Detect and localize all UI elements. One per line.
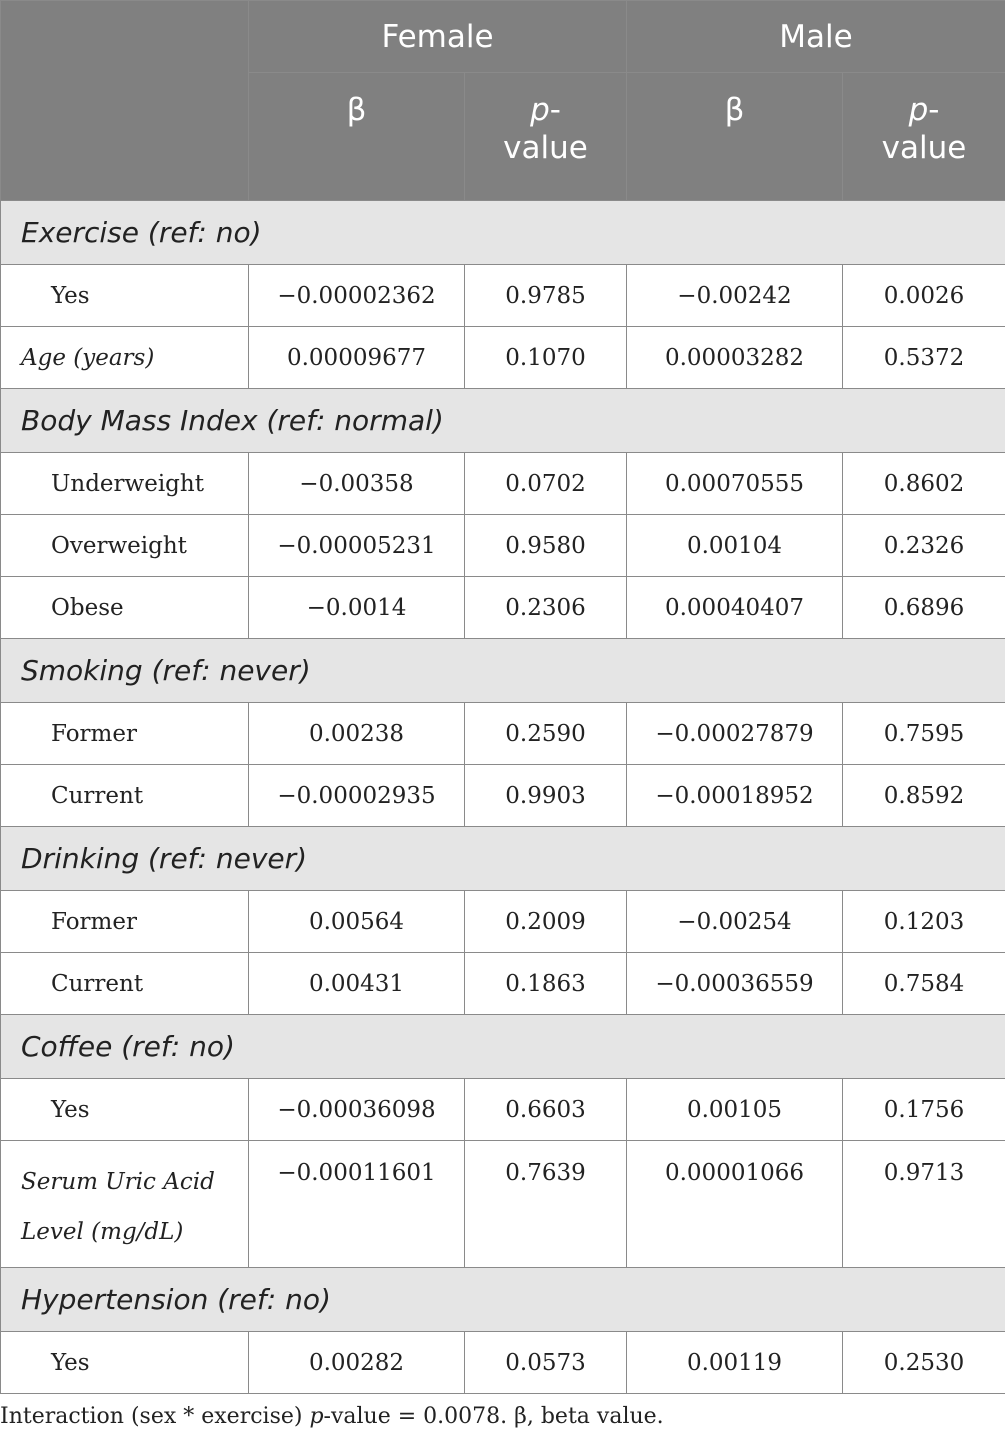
- female-p: 0.9580: [465, 515, 627, 577]
- male-beta: 0.00105: [627, 1079, 843, 1141]
- footnote-part2: -value = 0.0078. β, beta value.: [323, 1404, 664, 1429]
- table-row: [1, 703, 1005, 765]
- table-row: [1, 265, 1005, 327]
- header-female: Female: [249, 1, 627, 73]
- category-label: Drinking (ref: never): [21, 842, 308, 875]
- category-row-smoking: [1, 639, 1005, 703]
- row-label: Yes: [1, 1332, 249, 1394]
- footnote-part1: Interaction (sex * exercise): [0, 1404, 310, 1429]
- female-p: 0.9903: [465, 765, 627, 827]
- female-beta: 0.00431: [249, 953, 465, 1015]
- male-p: 0.8592: [843, 765, 1005, 827]
- p-italic: p: [908, 92, 929, 128]
- row-label: Serum Uric Acid Level (mg/dL): [1, 1141, 249, 1268]
- male-p: 0.8602: [843, 453, 1005, 515]
- category-row-hypertension: [1, 1268, 1005, 1332]
- header-male-beta: β: [627, 73, 843, 201]
- male-beta: −0.00242: [627, 265, 843, 327]
- row-label: Former: [1, 703, 249, 765]
- row-label: Former: [1, 891, 249, 953]
- p-value-word: value: [881, 130, 967, 166]
- male-beta: −0.00254: [627, 891, 843, 953]
- p-value-word: value: [503, 130, 588, 166]
- male-p: 0.1756: [843, 1079, 1005, 1141]
- category-row-coffee: [1, 1015, 1005, 1079]
- category-row-exercise: [1, 201, 1005, 265]
- table-row: [1, 765, 1005, 827]
- female-beta: −0.0014: [249, 577, 465, 639]
- male-beta: 0.00003282: [627, 327, 843, 389]
- row-label: Underweight: [1, 453, 249, 515]
- male-beta: −0.00027879: [627, 703, 843, 765]
- female-p: 0.0702: [465, 453, 627, 515]
- p-dash: -: [549, 92, 561, 128]
- female-beta: −0.00036098: [249, 1079, 465, 1141]
- female-beta: −0.00002935: [249, 765, 465, 827]
- header-blank: [1, 1, 249, 201]
- male-beta: 0.00040407: [627, 577, 843, 639]
- male-p: 0.7595: [843, 703, 1005, 765]
- male-p: 0.7584: [843, 953, 1005, 1015]
- male-beta: 0.00001066: [627, 1141, 843, 1268]
- table-row: [1, 1079, 1005, 1141]
- table-row: [1, 1332, 1005, 1394]
- female-p: 0.1070: [465, 327, 627, 389]
- female-p: 0.6603: [465, 1079, 627, 1141]
- female-beta: 0.00564: [249, 891, 465, 953]
- row-label: Current: [1, 765, 249, 827]
- row-label: Obese: [1, 577, 249, 639]
- female-p: 0.0573: [465, 1332, 627, 1394]
- header-male: Male: [627, 1, 1005, 73]
- female-p: 0.2306: [465, 577, 627, 639]
- female-beta: −0.00002362: [249, 265, 465, 327]
- table-row: [1, 953, 1005, 1015]
- table-row: [1, 515, 1005, 577]
- category-label: Coffee (ref: no): [21, 1030, 235, 1063]
- male-beta: −0.00036559: [627, 953, 843, 1015]
- row-label: Overweight: [1, 515, 249, 577]
- header-female-pvalue: [465, 73, 627, 201]
- male-p: 0.9713: [843, 1141, 1005, 1268]
- category-label: Body Mass Index (ref: normal): [21, 404, 444, 437]
- table-row: [1, 891, 1005, 953]
- table-footnote: [0, 1404, 664, 1429]
- header-female-beta: β: [249, 73, 465, 201]
- male-p: 0.2326: [843, 515, 1005, 577]
- male-beta: −0.00018952: [627, 765, 843, 827]
- category-label: Smoking (ref: never): [21, 654, 311, 687]
- female-beta: −0.00011601: [249, 1141, 465, 1268]
- female-p: 0.2009: [465, 891, 627, 953]
- male-beta: 0.00119: [627, 1332, 843, 1394]
- table-row: [1, 453, 1005, 515]
- category-row-drinking: [1, 827, 1005, 891]
- female-beta: 0.00238: [249, 703, 465, 765]
- male-p: 0.5372: [843, 327, 1005, 389]
- male-beta: 0.00070555: [627, 453, 843, 515]
- row-label: Current: [1, 953, 249, 1015]
- male-p: 0.6896: [843, 577, 1005, 639]
- female-p: 0.9785: [465, 265, 627, 327]
- male-beta: 0.00104: [627, 515, 843, 577]
- female-beta: −0.00358: [249, 453, 465, 515]
- female-beta: −0.00005231: [249, 515, 465, 577]
- footnote-p-italic: p: [309, 1404, 324, 1429]
- row-label: Yes: [1, 265, 249, 327]
- category-row-bmi: [1, 389, 1005, 453]
- row-label: Yes: [1, 1079, 249, 1141]
- row-label: Age (years): [1, 327, 249, 389]
- male-p: 0.1203: [843, 891, 1005, 953]
- male-p: 0.0026: [843, 265, 1005, 327]
- male-p: 0.2530: [843, 1332, 1005, 1394]
- female-p: 0.7639: [465, 1141, 627, 1268]
- table-row: [1, 1141, 1005, 1268]
- female-beta: 0.00009677: [249, 327, 465, 389]
- header-row-sex: [1, 1, 1005, 73]
- female-p: 0.2590: [465, 703, 627, 765]
- female-p: 0.1863: [465, 953, 627, 1015]
- female-beta: 0.00282: [249, 1332, 465, 1394]
- p-dash: -: [928, 92, 940, 128]
- category-label: Hypertension (ref: no): [21, 1283, 331, 1316]
- table-row: [1, 577, 1005, 639]
- header-male-pvalue: [843, 73, 1005, 201]
- category-label: Exercise (ref: no): [21, 216, 262, 249]
- table-row: [1, 327, 1005, 389]
- p-italic: p: [530, 92, 550, 128]
